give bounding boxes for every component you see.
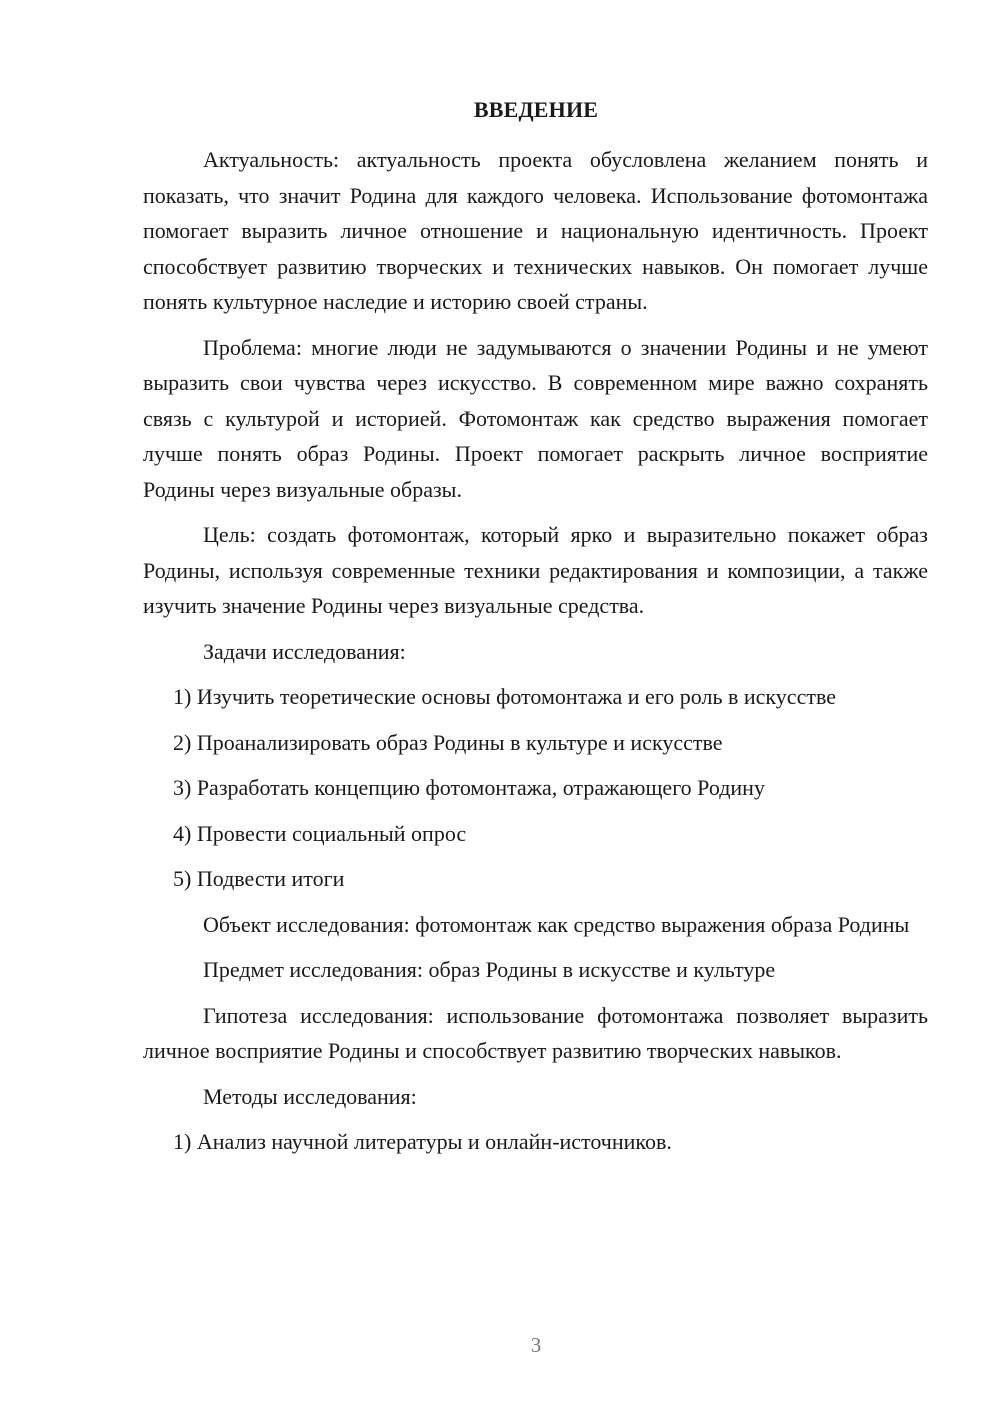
- task-item-4: 4) Провести социальный опрос: [173, 820, 467, 846]
- method-item-1: 1) Анализ научной литературы и онлайн-источников.: [173, 1129, 672, 1154]
- task-item-2: 2) Проанализировать образ Родины в культуре и искусстве: [173, 729, 723, 755]
- relevance-paragraph: Актуальность: актуальность проекта обусловлена желанием понять и показать, что значит Родина для каждого человека. Использование фотомонтажа помогает выразить личное отношение и национальную идентичность. Проект способствует развитию творческих и технических навыков. Он помогает лучше понять культурное наследие и историю своей страны.: [143, 147, 928, 314]
- tasks-heading: Задачи исследования:: [203, 638, 406, 664]
- hypothesis-paragraph: Гипотеза исследования: использование фотомонтажа позволяет выразить личное восприятие Родины и способствует развитию творческих навыков.: [143, 1002, 928, 1063]
- methods-heading: Методы исследования:: [203, 1083, 417, 1109]
- page-number: 3: [530, 1333, 542, 1357]
- problem-paragraph: Проблема: многие люди не задумываются о значении Родины и не умеют выразить свои чувства через искусство. В современном мире важно сохранять связь с культурой и историей. Фотомонтаж как средство выражения помогает лучше понять образ Родины. Проект помогает раскрыть личное восприятие Родины через визуальные образы.: [143, 334, 928, 502]
- subject-paragraph: Предмет исследования: образ Родины в искусстве и культуре: [203, 957, 776, 982]
- task-item-3: 3) Разработать концепцию фотомонтажа, отражающего Родину: [173, 775, 765, 800]
- task-item-1: 1) Изучить теоретические основы фотомонтажа и его роль в искусстве: [173, 684, 836, 709]
- page-title: ВВЕДЕНИЕ: [473, 97, 599, 122]
- task-item-5: 5) Подвести итоги: [173, 866, 345, 891]
- document-body: [143, 142, 928, 1170]
- object-paragraph: Объект исследования: фотомонтаж как средство выражения образа Родины: [203, 911, 910, 937]
- goal-paragraph: Цель: создать фотомонтаж, который ярко и выразительно покажет образ Родины, используя современные техники редактирования и композиции, а также изучить значение Родины через визуальные средства.: [143, 522, 928, 618]
